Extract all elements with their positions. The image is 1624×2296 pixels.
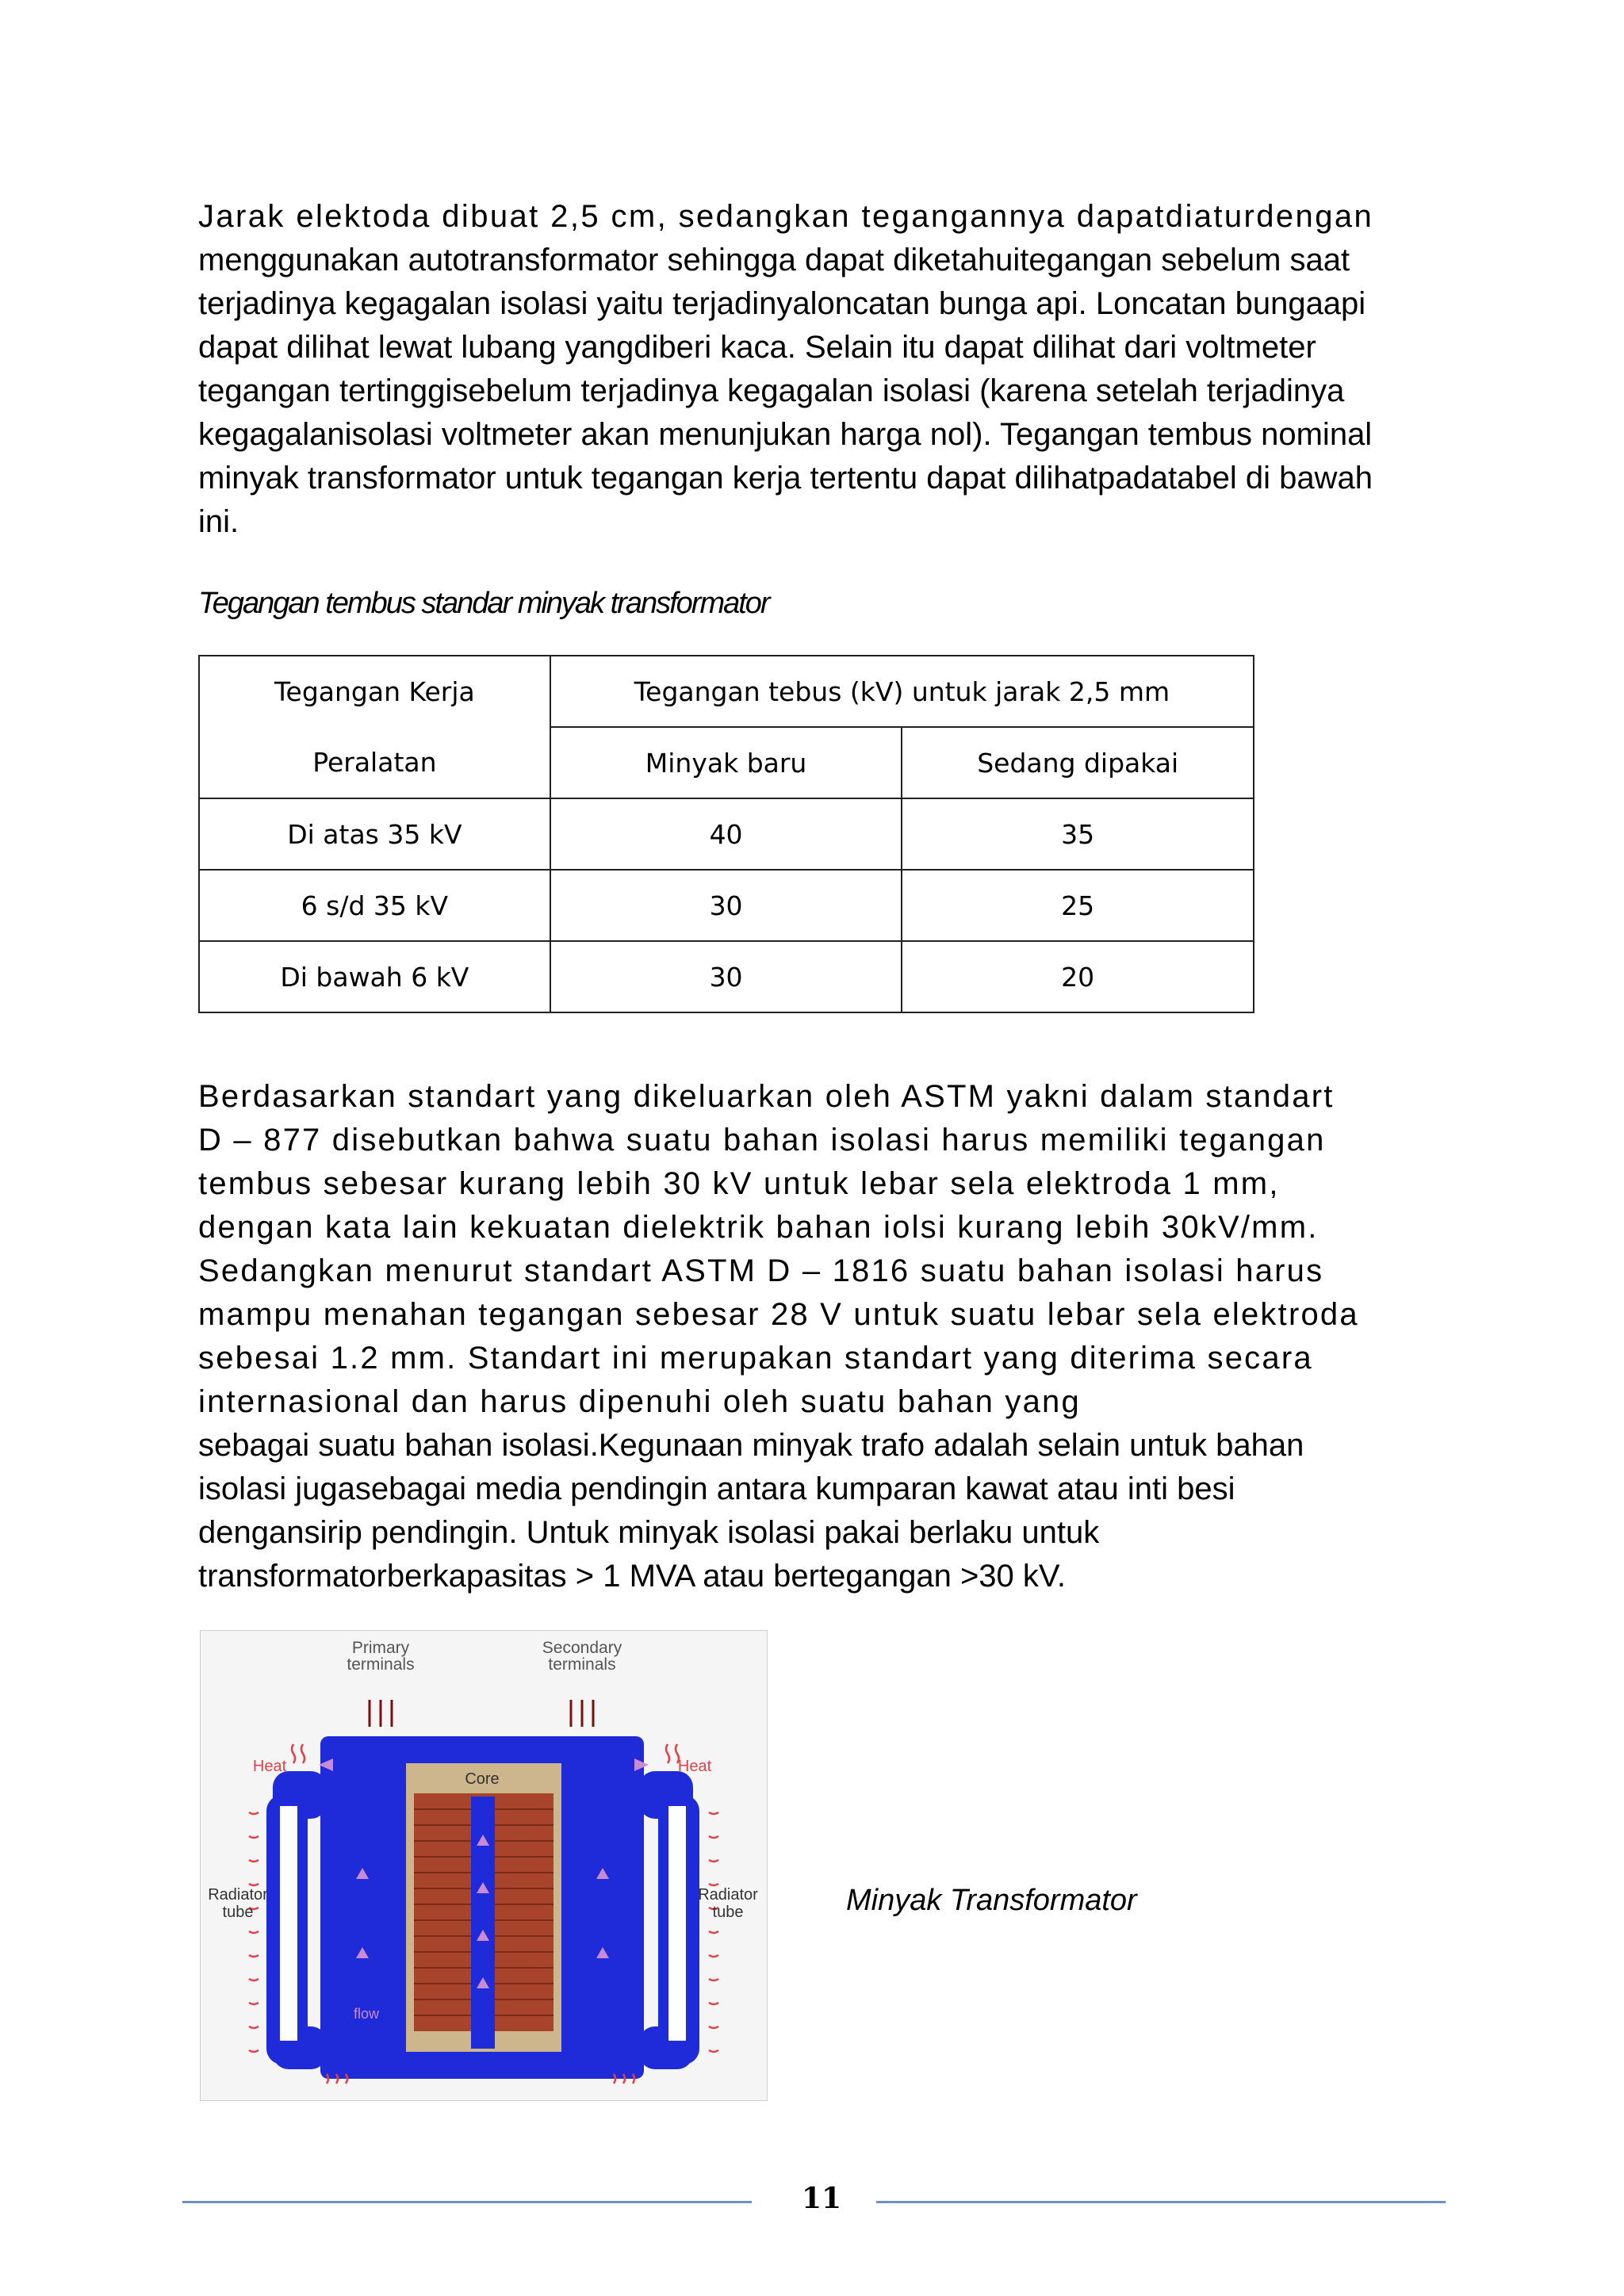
paragraph-line: mampu menahan tegangan sebesar 28 V untuk suatu lebar sela elektroda [198, 1297, 1359, 1332]
paragraph-line: menggunakan autotransformator sehingga dapat diketahuitegangan sebelum saat [198, 243, 1350, 277]
row-label: Di atas 35 kV [199, 798, 550, 870]
header-used-oil: Sedang dipakai [902, 727, 1254, 798]
paragraph-line: Berdasarkan standart yang dikeluarkan oleh ASTM yakni dalam standart [198, 1079, 1335, 1114]
paragraph-line: internasional dan harus dipenuhi oleh suatu bahan yang [198, 1384, 1081, 1419]
cell-used-oil: 35 [902, 798, 1254, 870]
header-working-voltage: Tegangan Kerja [199, 656, 550, 727]
paragraph-test-method [198, 195, 1427, 544]
paragraph-line: transformatorberkapasitas > 1 MVA atau bertegangan >30 kV. [198, 1559, 1067, 1594]
table-caption: Tegangan tembus standar minyak transformator [198, 587, 769, 620]
heat-label: Heat [677, 1758, 712, 1775]
paragraph-line: terjadinya kegagalan isolasi yaitu terjadinyaloncatan bunga api. Loncatan bungaapi [198, 286, 1366, 321]
page-number: 11 [801, 2182, 842, 2215]
row-label: Di bawah 6 kV [199, 941, 550, 1012]
table-subheader-row [199, 727, 1254, 798]
secondary-terminals-label: terminals [548, 1655, 616, 1674]
paragraph-line: dapat dilihat lewat lubang yangdiberi kaca. Selain itu dapat dilihat dari voltmeter [198, 330, 1316, 365]
paragraph-line: Sedangkan menurut standart ASTM D – 1816 suatu bahan isolasi harus [198, 1253, 1324, 1288]
secondary-terminals-label: Secondary [542, 1639, 622, 1657]
radiator-tube-label: Radiator [208, 1886, 268, 1904]
paragraph-line: dengansirip pendingin. Untuk minyak isolasi pakai berlaku untuk [198, 1515, 1100, 1550]
paragraph-line: isolasi jugasebagai media pendingin antara kumparan kawat atau inti besi [198, 1471, 1235, 1506]
breakdown-voltage-table [198, 655, 1254, 1013]
header-breakdown-voltage: Tegangan tebus (kV) untuk jarak 2,5 mm [550, 656, 1254, 727]
transformer-oil-figure [200, 1630, 768, 2101]
header-equipment: Peralatan [199, 727, 550, 798]
cell-used-oil: 25 [902, 870, 1254, 941]
paragraph-line: D – 877 disebutkan bahwa suatu bahan isolasi harus memiliki tegangan [198, 1123, 1326, 1158]
table-row [199, 798, 1254, 870]
transformer-diagram [200, 1630, 768, 2101]
core-label: Core [465, 1770, 500, 1788]
paragraph-line: dengan kata lain kekuatan dielektrik bahan iolsi kurang lebih 30kV/mm. [198, 1210, 1319, 1245]
paragraph-line: ini. [198, 504, 239, 539]
heat-label: Heat [252, 1758, 287, 1775]
row-label: 6 s/d 35 kV [199, 870, 550, 941]
footer-rule-right [876, 2201, 1446, 2203]
paragraph-line: sebagai suatu bahan isolasi.Kegunaan minyak trafo adalah selain untuk bahan [198, 1428, 1304, 1463]
paragraph-line: kegagalanisolasi voltmeter akan menunjukan harga nol). Tegangan tembus nominal [198, 417, 1373, 452]
cell-new-oil: 30 [550, 941, 902, 1012]
paragraph-line: sebesai 1.2 mm. Standart ini merupakan standart yang diterima secara [198, 1341, 1313, 1376]
core-oil-channel [471, 1797, 495, 2049]
paragraph-line: tegangan tertinggisebelum terjadinya kegagalan isolasi (karena setelah terjadinya [198, 373, 1345, 408]
footer-rule-left [182, 2201, 752, 2203]
radiator-tube-label: tube [222, 1904, 254, 1921]
paragraph-line: tembus sebesar kurang lebih 30 kV untuk lebar sela elektroda 1 mm, [198, 1166, 1280, 1201]
radiator-tube-label: tube [712, 1904, 744, 1921]
radiator-tube-label: Radiator [698, 1886, 758, 1904]
paragraph-line: minyak transformator untuk tegangan kerja tertentu dapat dilihatpadatabel di bawah [198, 461, 1373, 496]
figure-caption: Minyak Transformator [846, 1884, 1137, 1917]
table-row [199, 941, 1254, 1012]
table-header-row [199, 656, 1254, 727]
paragraph-line: Jarak elektoda dibuat 2,5 cm, sedangkan tegangannya dapatdiaturdengan [198, 199, 1374, 234]
cell-new-oil: 30 [550, 870, 902, 941]
flow-label: flow [353, 2006, 380, 2022]
primary-terminals-label: Primary [351, 1639, 410, 1657]
cell-new-oil: 40 [550, 798, 902, 870]
primary-terminals-label: terminals [347, 1655, 415, 1674]
table-row [199, 870, 1254, 941]
header-new-oil: Minyak baru [550, 727, 902, 798]
cell-used-oil: 20 [902, 941, 1254, 1012]
paragraph-astm-standard [198, 1075, 1427, 1598]
